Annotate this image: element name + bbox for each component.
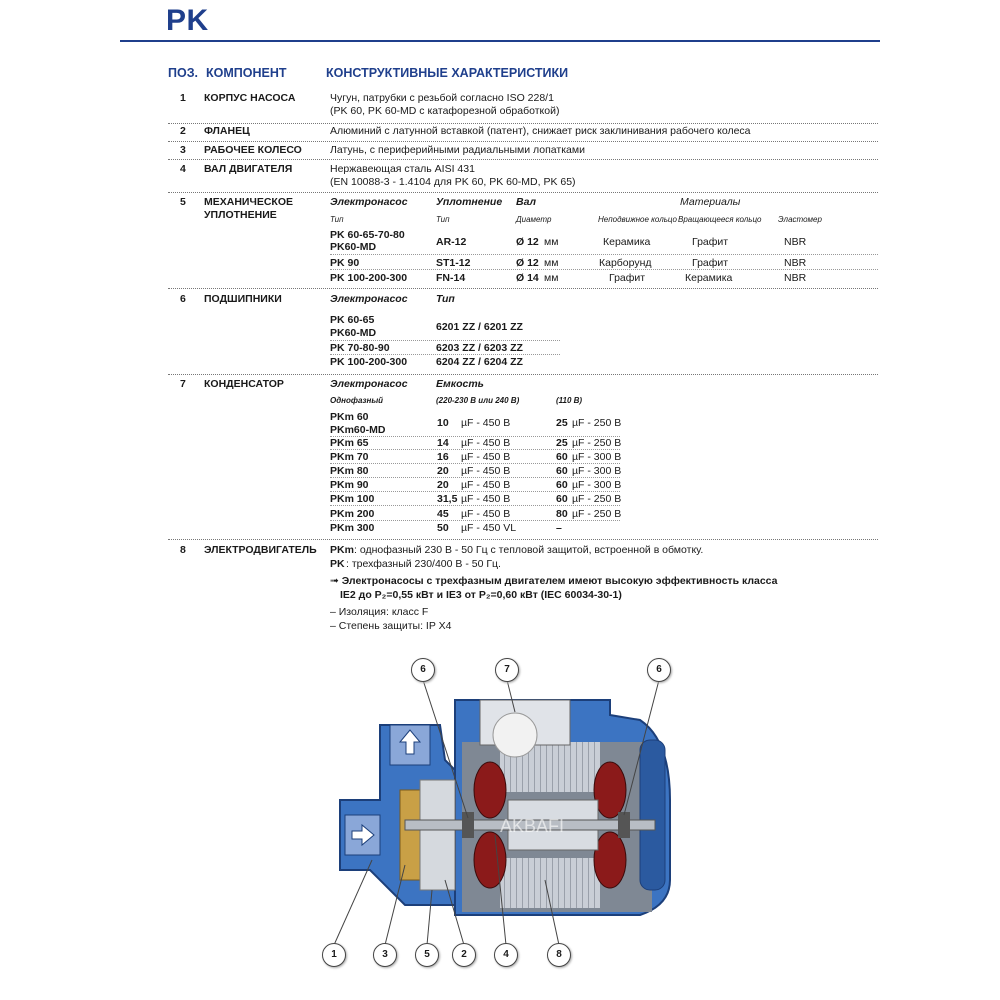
callout-motor: 8 xyxy=(547,943,571,967)
seal-header-shaft: Вал xyxy=(516,196,537,208)
bearings-header-pump: Электронасос xyxy=(330,293,408,305)
seal-sub-fixed-ring: Неподвижное кольцо xyxy=(598,215,677,224)
row-separator xyxy=(168,192,878,193)
capacitor-unit-1: µF - 450 В xyxy=(461,417,511,429)
callout-pump-body: 1 xyxy=(322,943,346,967)
seal-pump: PK60-MD xyxy=(330,241,377,253)
capacitor-pump: PKm 80 xyxy=(330,465,369,477)
callout-capacitor: 7 xyxy=(495,658,519,682)
capacitor-pump: PKm 70 xyxy=(330,451,369,463)
capacitor-unit-2: µF - 300 В xyxy=(572,451,622,463)
capacitor-value-2: 60 xyxy=(556,451,568,463)
fan-cover xyxy=(640,740,665,890)
seal-type: AR-12 xyxy=(436,236,467,248)
seal-fixed: Карборунд xyxy=(599,257,652,269)
seal-unit: мм xyxy=(544,272,559,284)
row-separator xyxy=(168,539,878,540)
component-name: КОРПУС НАСОСА xyxy=(204,92,296,104)
capacitor-value-2: 60 xyxy=(556,465,568,477)
component-name: МЕХАНИЧЕСКОЕ xyxy=(204,196,294,208)
seal-rotating: Графит xyxy=(692,236,729,248)
seal-rotating: Графит xyxy=(692,257,729,269)
bearings-row-line xyxy=(330,354,560,355)
capacitor-value-2: 60 xyxy=(556,493,568,505)
seal-diameter: Ø 14 xyxy=(516,272,539,284)
col-header-component: КОМПОНЕНТ xyxy=(206,66,287,80)
capacitor-value-2: – xyxy=(556,522,562,534)
impeller xyxy=(400,790,420,880)
capacitor-value-1: 16 xyxy=(437,451,449,463)
description-line: Латунь, с периферийными радиальными лопатками xyxy=(330,144,585,156)
seal-diameter: Ø 12 xyxy=(516,257,539,269)
capacitor-unit-1: µF - 450 В xyxy=(461,493,511,505)
capacitor-unit-1: µF - 450 В xyxy=(461,479,511,491)
row-number: 3 xyxy=(180,144,186,156)
component-name: ПОДШИПНИКИ xyxy=(204,293,282,305)
capacitor-unit-2: µF - 300 В xyxy=(572,479,622,491)
seal-header-seal: Уплотнение xyxy=(436,196,503,208)
component-name: ЭЛЕКТРОДВИГАТЕЛЬ xyxy=(204,544,317,556)
capacitor-value-1: 45 xyxy=(437,508,449,520)
row-motor xyxy=(168,544,878,634)
description-line: Чугун, патрубки с резьбой согласно ISO 228/1 xyxy=(330,92,554,104)
bearings-header-type: Тип xyxy=(436,293,455,305)
capacitor-sub-phase: Однофазный xyxy=(330,396,384,405)
capacitor-row-line xyxy=(330,463,620,464)
capacitor-pump: PKm 65 xyxy=(330,437,369,449)
stator-bottom xyxy=(500,858,600,908)
row-number: 5 xyxy=(180,196,186,208)
bearings-type: 6201 ZZ / 6201 ZZ xyxy=(436,321,523,333)
capacitor-unit-2: µF - 250 В xyxy=(572,417,622,429)
row-capacitor xyxy=(168,378,878,540)
capacitor-unit-1: µF - 450 В xyxy=(461,508,511,520)
capacitor-unit-2: µF - 250 В xyxy=(572,493,622,505)
capacitor-value-1: 14 xyxy=(437,437,449,449)
bearing xyxy=(618,812,630,838)
bearing xyxy=(462,812,474,838)
bearings-pump: PK60-MD xyxy=(330,327,377,339)
component-name: РАБОЧЕЕ КОЛЕСО xyxy=(204,144,302,156)
row-separator xyxy=(168,288,878,289)
capacitor-sub-voltage-1: (220-230 В или 240 В) xyxy=(436,396,520,405)
capacitor-unit-1: µF - 450 В xyxy=(461,451,511,463)
seal-pump: PK 60-65-70-80 xyxy=(330,229,405,241)
seal-diameter: Ø 12 xyxy=(516,236,539,248)
capacitor-value-2: 25 xyxy=(556,417,568,429)
row-number: 4 xyxy=(180,163,186,175)
capacitor-unit-1: µF - 450 В xyxy=(461,437,511,449)
seal-row-line xyxy=(330,254,878,255)
seal-fixed: Графит xyxy=(609,272,646,284)
seal-sub-type: Тип xyxy=(330,215,344,224)
capacitor-unit-2: µF - 250 В xyxy=(572,437,622,449)
capacitor-row-line xyxy=(330,520,620,521)
capacitor-value-1: 20 xyxy=(437,465,449,477)
seal-fixed: Керамика xyxy=(603,236,651,248)
component-name: ВАЛ ДВИГАТЕЛЯ xyxy=(204,163,293,175)
capacitor-unit-1: µF - 450 В xyxy=(461,465,511,477)
row-number: 1 xyxy=(180,92,186,104)
capacitor xyxy=(493,713,537,757)
bearings-type: 6204 ZZ / 6204 ZZ xyxy=(436,356,523,368)
motor-efficiency-note: IE2 до P₂=0,55 кВт и IE3 от P₂=0,60 кВт (IEC 60034-30-1) xyxy=(340,589,622,601)
col-header-pos: ПОЗ. xyxy=(168,66,199,80)
watermark: AKBAFI xyxy=(500,816,565,836)
row-number: 7 xyxy=(180,378,186,390)
row-body xyxy=(168,92,878,124)
seal-row-line xyxy=(330,269,878,270)
capacitor-value-1: 50 xyxy=(437,522,449,534)
row-flange xyxy=(168,125,878,141)
row-separator xyxy=(168,159,878,160)
page-title: PK xyxy=(166,4,209,37)
capacitor-value-2: 80 xyxy=(556,508,568,520)
row-bearings xyxy=(168,293,878,373)
callout-shaft: 4 xyxy=(494,943,518,967)
capacitor-row-line xyxy=(330,449,620,450)
capacitor-pump: PKm 90 xyxy=(330,479,369,491)
seal-elastomer: NBR xyxy=(784,236,807,248)
winding xyxy=(594,832,626,888)
motor-insulation: – Изоляция: класс F xyxy=(330,606,429,618)
seal-sub-type: Тип xyxy=(436,215,450,224)
capacitor-value-2: 25 xyxy=(556,437,568,449)
title-rule xyxy=(120,40,880,42)
row-mechanical-seal xyxy=(168,196,878,288)
seal-header-pump: Электронасос xyxy=(330,196,408,208)
bearings-row-line xyxy=(330,340,560,341)
seal-header-materials: Материалы xyxy=(680,196,741,208)
seal-unit: мм xyxy=(544,236,559,248)
capacitor-pump: PKm 300 xyxy=(330,522,375,534)
capacitor-value-1: 10 xyxy=(437,417,449,429)
capacitor-value-1: 31,5 xyxy=(437,493,458,505)
capacitor-pump: PKm 60 xyxy=(330,411,369,423)
capacitor-row-line xyxy=(330,477,620,478)
capacitor-unit-1: µF - 450 VL xyxy=(461,522,517,534)
row-separator xyxy=(168,123,878,124)
winding xyxy=(474,832,506,888)
seal-type: ST1-12 xyxy=(436,257,471,269)
bearings-pump: PK 60-65 xyxy=(330,314,375,326)
row-number: 6 xyxy=(180,293,186,305)
row-number: 2 xyxy=(180,125,186,137)
capacitor-row-line xyxy=(330,505,620,506)
seal-type: FN-14 xyxy=(436,272,466,284)
capacitor-pump: PKm 100 xyxy=(330,493,375,505)
component-name: ФЛАНЕЦ xyxy=(204,125,250,137)
capacitor-pump: PKm60-MD xyxy=(330,424,386,436)
callout-bearing-right: 6 xyxy=(647,658,671,682)
flange xyxy=(420,780,455,890)
callout-bearing-left: 6 xyxy=(411,658,435,682)
row-shaft xyxy=(168,163,878,193)
winding xyxy=(594,762,626,818)
col-header-features: КОНСТРУКТИВНЫЕ ХАРАКТЕРИСТИКИ xyxy=(326,66,569,80)
seal-rotating: Керамика xyxy=(685,272,733,284)
row-separator xyxy=(168,374,878,375)
capacitor-header-capacity: Емкость xyxy=(436,378,484,390)
bearings-type: 6203 ZZ / 6203 ZZ xyxy=(436,342,523,354)
component-name: КОНДЕНСАТОР xyxy=(204,378,284,390)
pump-cross-section-diagram xyxy=(0,640,1000,980)
bearings-pump: PK 100-200-300 xyxy=(330,356,408,368)
motor-label-pkm: PKm xyxy=(330,544,354,556)
seal-pump: PK 100-200-300 xyxy=(330,272,408,284)
motor-text-pk: : трехфазный 230/400 В - 50 Гц. xyxy=(346,558,501,570)
motor-text-pkm: : однофазный 230 В - 50 Гц с тепловой защитой, встроенной в обмотку. xyxy=(354,544,704,556)
motor-efficiency-note: ➟ Электронасосы с трехфазным двигателем имеют высокую эффективность класса xyxy=(330,575,778,587)
motor-protection: – Степень защиты: IP X4 xyxy=(330,620,452,632)
seal-sub-elastomer: Эластомер xyxy=(778,215,822,224)
row-impeller xyxy=(168,144,878,160)
capacitor-unit-2: µF - 250 В xyxy=(572,508,622,520)
callout-seal: 5 xyxy=(415,943,439,967)
callout-impeller: 3 xyxy=(373,943,397,967)
capacitor-row-line xyxy=(330,491,620,492)
seal-pump: PK 90 xyxy=(330,257,360,269)
seal-elastomer: NBR xyxy=(784,272,807,284)
row-number: 8 xyxy=(180,544,186,556)
description-line: (EN 10088-3 - 1.4104 для PK 60, PK 60-MD, PK 65) xyxy=(330,176,576,188)
callout-flange: 2 xyxy=(452,943,476,967)
capacitor-pump: PKm 200 xyxy=(330,508,375,520)
seal-sub-diameter: Диаметр xyxy=(516,215,552,224)
capacitor-sub-voltage-2: (110 В) xyxy=(556,396,583,405)
capacitor-header-pump: Электронасос xyxy=(330,378,408,390)
bearings-pump: PK 70-80-90 xyxy=(330,342,390,354)
description-line: Алюминий с латунной вставкой (патент), снижает риск заклинивания рабочего колеса xyxy=(330,125,751,137)
winding xyxy=(474,762,506,818)
seal-unit: мм xyxy=(544,257,559,269)
row-separator xyxy=(168,141,878,142)
description-line: (PK 60, PK 60-MD с катафорезной обработкой) xyxy=(330,105,560,117)
seal-sub-rotating-ring: Вращающееся кольцо xyxy=(678,215,762,224)
component-name: УПЛОТНЕНИЕ xyxy=(204,209,277,221)
capacitor-unit-2: µF - 300 В xyxy=(572,465,622,477)
capacitor-value-1: 20 xyxy=(437,479,449,491)
capacitor-value-2: 60 xyxy=(556,479,568,491)
seal-elastomer: NBR xyxy=(784,257,807,269)
description-line: Нержавеющая сталь AISI 431 xyxy=(330,163,475,175)
motor-label-pk: PK xyxy=(330,558,345,570)
